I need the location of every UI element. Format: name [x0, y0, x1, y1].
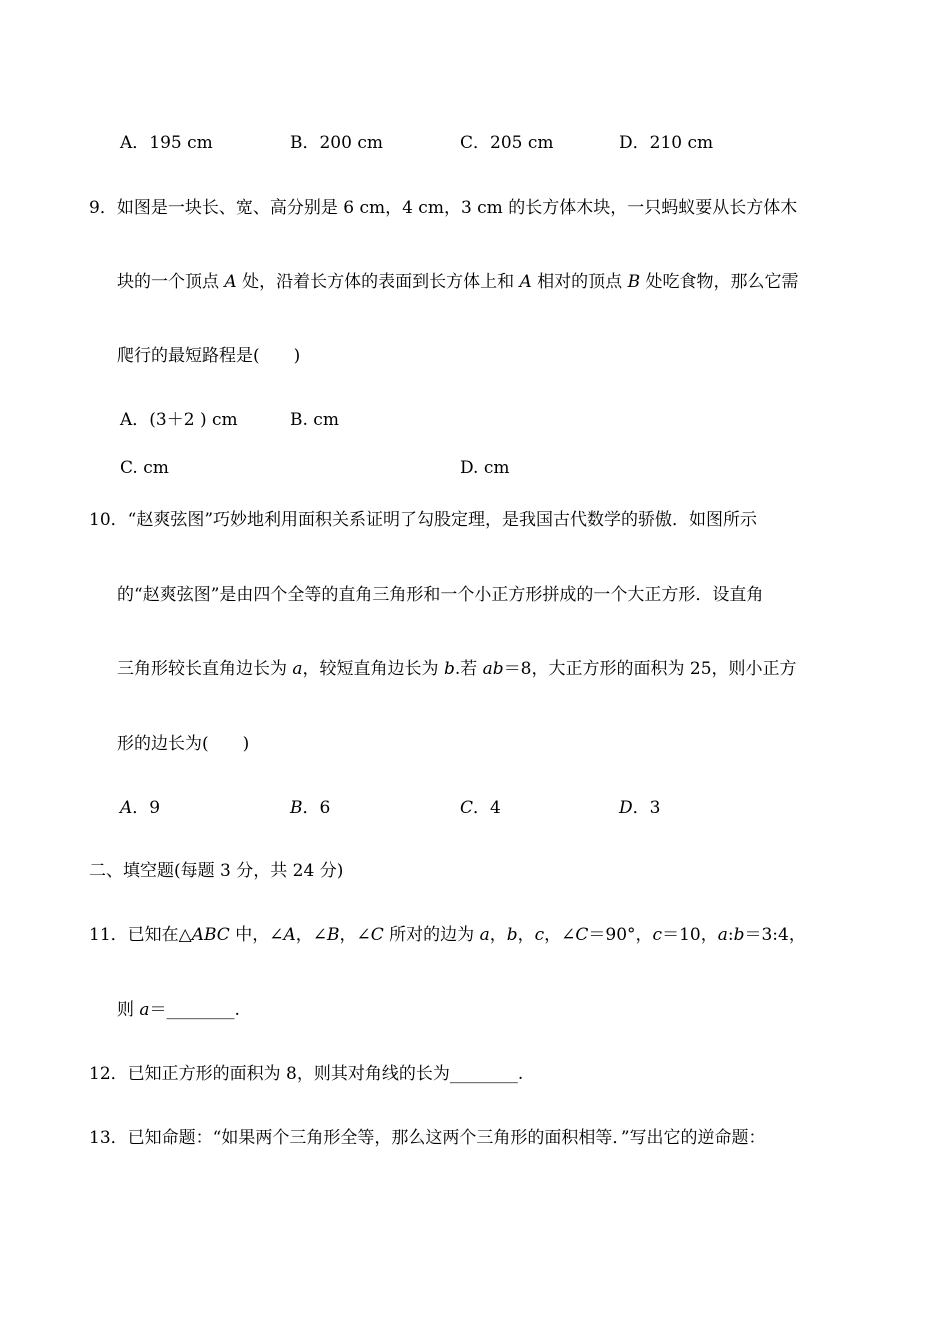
q10-var-b: b	[443, 659, 455, 679]
q10-option-c	[460, 796, 501, 820]
option-value: ．6	[302, 798, 331, 818]
q11-var: a	[139, 1000, 150, 1020]
q11-text: ，	[489, 925, 507, 945]
q10-line-4: 形的边长为( )	[117, 734, 250, 754]
q10-text: ，较短直角边长为	[302, 659, 444, 679]
option-value: ．9	[132, 798, 161, 818]
q11-var: ABC	[191, 925, 230, 945]
q9-option-d: D. cm	[460, 458, 510, 478]
q11-line-1	[89, 923, 806, 947]
q11-var: C	[370, 925, 384, 945]
q11-var: a	[717, 925, 728, 945]
q11-text: 所对的边为	[383, 925, 480, 945]
q9-line-2	[117, 270, 799, 294]
q9-text: 块的一个顶点	[117, 272, 225, 292]
q9-text: 处，沿着长方体的表面到长方体上和	[236, 272, 520, 292]
q11-text: :	[727, 925, 734, 945]
q11-line-2	[117, 998, 240, 1022]
q11-answer-blank: ＝________.	[149, 1000, 240, 1020]
option-letter: A	[120, 798, 133, 818]
q10-text: ＝8，大正方形的面积为 25，则小正方	[503, 659, 797, 679]
q10-line-2: 的“赵爽弦图”是由四个全等的直角三角形和一个小正方形拼成的一个大正方形．设直角	[117, 585, 764, 605]
q12-line: 12．已知正方形的面积为 8，则其对角线的长为________.	[89, 1064, 524, 1084]
q11-var: c	[534, 925, 545, 945]
q11-text: 11．已知在△	[89, 925, 192, 945]
q11-text: ，∠	[295, 925, 327, 945]
q10-var-a: a	[292, 659, 303, 679]
option-value: ．3	[632, 798, 661, 818]
q9-var-b: B	[627, 272, 641, 292]
q11-var: A	[283, 925, 296, 945]
option-letter: D	[619, 798, 633, 818]
q8-option-a: A．195 cm	[120, 133, 213, 153]
q8-option-b: B．200 cm	[290, 133, 383, 153]
q11-text: ＝10，	[662, 925, 718, 945]
q10-option-d	[619, 796, 660, 820]
q11-text: 中，∠	[229, 925, 284, 945]
q11-var: b	[733, 925, 745, 945]
q11-text: 则	[117, 1000, 140, 1020]
q11-var: B	[327, 925, 340, 945]
section-heading: 二、填空题(每题 3 分，共 24 分)	[89, 861, 344, 881]
option-letter: C	[460, 798, 474, 818]
q8-option-d: D．210 cm	[619, 133, 714, 153]
q9-option-b: B. cm	[290, 410, 339, 430]
q9-var-a: A	[224, 272, 237, 292]
q10-text: 三角形较长直角边长为	[117, 659, 293, 679]
q10-line-3	[117, 657, 797, 681]
q9-option-c: C. cm	[120, 458, 169, 478]
q11-var: a	[479, 925, 490, 945]
option-value: ．4	[473, 798, 501, 818]
option-letter: B	[290, 798, 303, 818]
q9-option-a: A．(3＋2 ) cm	[120, 410, 238, 430]
q11-text: ，∠	[339, 925, 371, 945]
q11-var: b	[506, 925, 518, 945]
q11-text: ＝90°，	[588, 925, 653, 945]
q9-line-1: 9．如图是一块长、宽、高分别是 6 cm，4 cm，3 cm 的长方体木块，一只蚂蚁要从长方体木	[89, 198, 798, 218]
q8-option-c: C．205 cm	[460, 133, 554, 153]
q10-line-1: 10．“赵爽弦图”巧妙地利用面积关系证明了勾股定理，是我国古代数学的骄傲．如图所示	[89, 510, 758, 530]
q11-var: C	[575, 925, 589, 945]
q11-var: c	[652, 925, 663, 945]
q9-text: 相对的顶点	[531, 272, 628, 292]
q11-text: ，∠	[544, 925, 576, 945]
q9-text: 处吃食物，那么它需	[640, 272, 799, 292]
q11-text: ＝3:4，	[744, 925, 806, 945]
q11-text: ，	[517, 925, 535, 945]
q9-var-a: A	[519, 272, 532, 292]
q10-text: .若	[454, 659, 483, 679]
q10-var-ab: ab	[482, 659, 504, 679]
q13-line: 13．已知命题：“如果两个三角形全等，那么这两个三角形的面积相等．”写出它的逆命题：	[89, 1128, 766, 1148]
q9-line-3: 爬行的最短路程是( )	[117, 346, 301, 366]
q10-option-b	[290, 796, 330, 820]
q10-option-a	[120, 796, 160, 820]
